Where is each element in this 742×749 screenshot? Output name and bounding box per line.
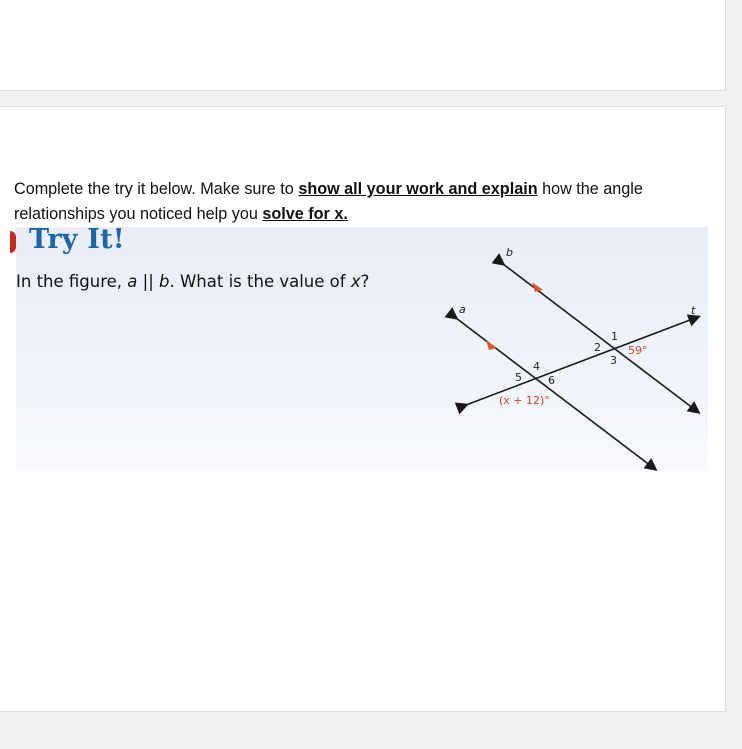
expression-angle-label: (x + 12)° (499, 394, 550, 407)
instructions-part-2: how the angle relationships you noticed help you (14, 180, 643, 223)
variable-b: b (159, 272, 170, 291)
instructions-part-1: Complete the try it below. Make sure to (14, 180, 299, 198)
angle-label-4: 4 (533, 360, 540, 373)
given-angle-label: 59° (628, 344, 648, 357)
parallel-marker-b-icon (532, 282, 543, 292)
instructions-bold-2: solve for x. (262, 205, 348, 223)
line-a-label: a (459, 303, 466, 316)
angle-label-6: 6 (548, 374, 555, 387)
parallel-symbol: || (137, 272, 160, 291)
instructions-bold-1: show all your work and explain (298, 180, 538, 198)
variable-x: x (350, 272, 361, 291)
question-middle: . What is the value of (169, 272, 351, 291)
variable-a: a (127, 272, 138, 291)
line-t-label: t (691, 304, 696, 317)
line-b-label: b (506, 246, 513, 259)
angle-label-3: 3 (610, 354, 617, 367)
line-t (466, 317, 698, 405)
question-end: ? (360, 272, 370, 291)
angle-label-5: 5 (515, 371, 522, 384)
angle-label-1: 1 (611, 330, 618, 343)
line-a (456, 318, 655, 469)
try-it-heading: Try It! (29, 224, 125, 255)
question-prefix: In the figure, (16, 272, 128, 291)
line-b (503, 264, 698, 412)
angle-label-2: 2 (594, 341, 601, 354)
